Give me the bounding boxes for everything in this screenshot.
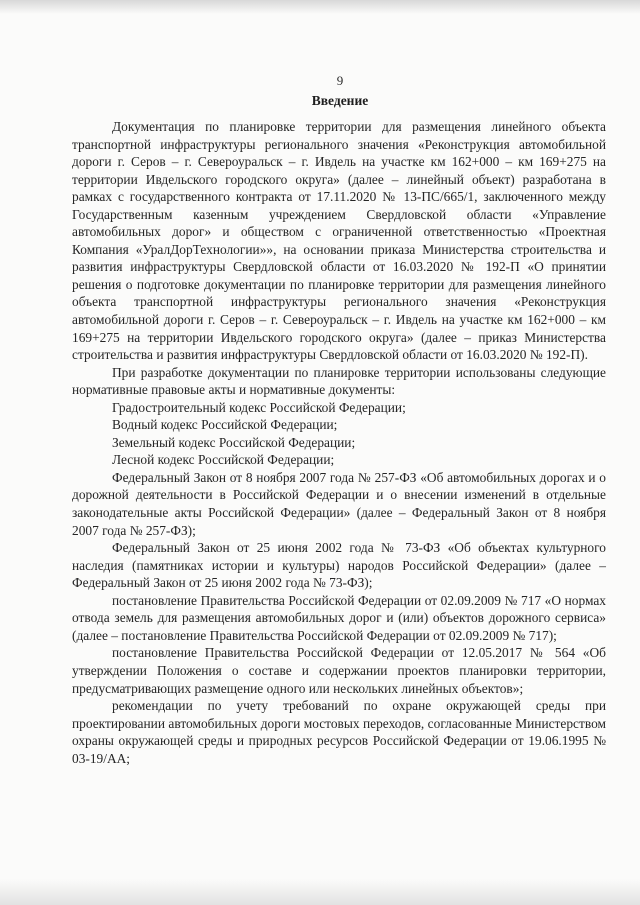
paragraph: рекомендации по учету требований по охране окружающей среды при проектировании автомобильных дороги мостовых переходов, согласованные Министерством охраны окружающей среды и природных ресурсов Российской Федерации от 19.06.1995 № 03-19/АА;: [72, 698, 606, 766]
page-number: 9: [336, 73, 344, 88]
paragraph: При разработке документации по планировке территории использованы следующие нормативные правовые акты и нормативные документы:: [72, 364, 606, 398]
scan-bottom-shadow: [0, 879, 640, 905]
paragraph: Федеральный Закон от 25 июня 2002 года № 73-ФЗ «Об объектах культурного наследия (памятниках истории и культуры) народов Российской Федерации» (далее – Федеральный Закон от 25 июня 2002 года № 73-ФЗ);: [72, 540, 606, 591]
paragraph: Водный кодекс Российской Федерации;: [112, 417, 338, 433]
paragraph: Земельный кодекс Российской Федерации;: [112, 434, 356, 450]
paragraph: Лесной кодекс Российской Федерации;: [112, 452, 335, 468]
document-body: [72, 118, 606, 767]
paragraph: Документация по планировке территории для размещения линейного объекта транспортной инфраструктуры регионального значения «Реконструкция автомобильной дороги г. Серов – г. Североуральск – г. Ивдель на участке км 162+000 – км 169+275 на территории Ивдельского городского округа» (далее – линейный объект) разработана в рамках с государственного контракта от 17.11.2020 № 13-ПС/665/1, заключенного между Государственным казенным учреждением Свердловской области «Управление автомобильных дорог» и обществом с ограниченной ответственностью «Проектная Компания «УралДорТехнологии»», на основании приказа Министерства строительства и развития инфраструктуры Свердловской области от 16.03.2020 № 192-П «О принятии решения о подготовке документации по планировке территории для размещения линейного объекта транспортной инфраструктуры регионального значения «Реконструкция автомобильной дороги г. Серов – г. Североуральск – г. Ивдель на участке км 162+000 – км 169+275 на территории Ивдельского городского округа» (далее – приказ Министерства строительства и развития инфраструктуры Свердловской области от 16.03.2020 № 192-П).: [72, 119, 606, 363]
scan-top-shadow: [0, 0, 640, 14]
paragraph: Градостроительный кодекс Российской Федерации;: [112, 399, 406, 415]
paragraph: постановление Правительства Российской Федерации от 12.05.2017 № 564 «Об утверждении Положения о составе и содержании проектов планировки территории, предусматривающих размещение одного или нескольких линейных объектов»;: [72, 645, 606, 696]
paragraph: Федеральный Закон от 8 ноября 2007 года № 257-ФЗ «Об автомобильных дорогах и о дорожной деятельности в Российской Федерации и о внесении изменений в отдельные законодательные акты Российской Федерации» (далее – Федеральный Закон от 8 ноября 2007 года № 257-ФЗ);: [72, 469, 606, 538]
section-heading: Введение: [311, 93, 369, 108]
paragraph: постановление Правительства Российской Федерации от 02.09.2009 № 717 «О нормах отвода земель для размещения автомобильных дорог и (или) объектов дорожного сервиса» (далее – постановление Правительства Российской Федерации от 02.09.2009 № 717);: [72, 592, 606, 643]
